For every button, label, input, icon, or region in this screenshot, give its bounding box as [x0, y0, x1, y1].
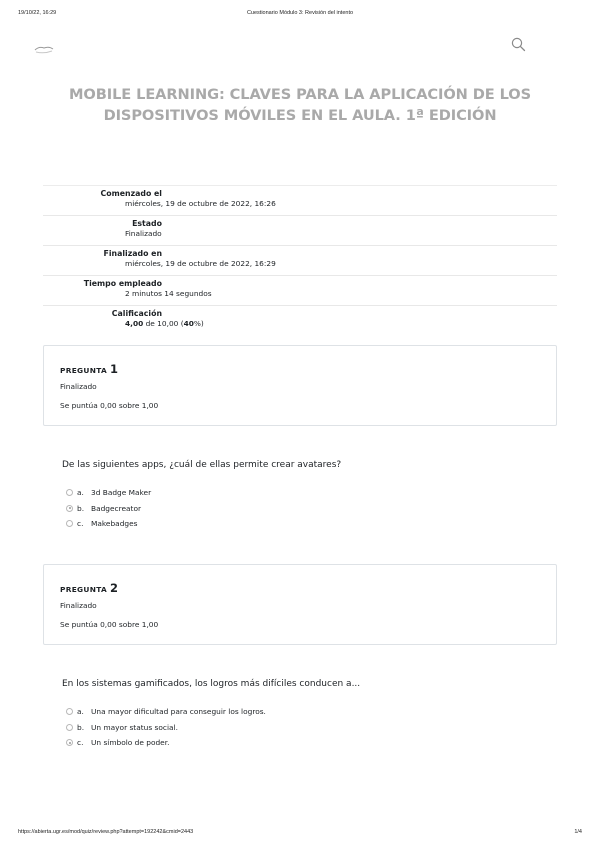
question-number	[60, 362, 118, 376]
grade-percent: 40	[183, 319, 194, 328]
question-2-text: En los sistemas gamificados, los logros más difíciles conducen a...	[62, 679, 361, 689]
print-page-title: Cuestionario Módulo 3: Revisión del intento	[246, 10, 354, 16]
grade-score: 4,00	[125, 319, 144, 328]
state-label: Estado	[132, 219, 162, 228]
grade-close: %)	[193, 319, 204, 328]
answer-letter: b.	[77, 722, 85, 732]
print-header	[18, 10, 582, 20]
answer-text: Un mayor status social.	[91, 722, 178, 732]
finished-value: miércoles, 19 de octubre de 2022, 16:29	[125, 259, 276, 268]
radio-button[interactable]	[66, 708, 73, 715]
started-value: miércoles, 19 de octubre de 2022, 16:26	[125, 199, 276, 208]
question-number-value: 2	[110, 581, 119, 595]
question-grade: Se puntúa 0,00 sobre 1,00	[60, 620, 159, 629]
time-value: 2 minutos 14 segundos	[125, 289, 212, 298]
print-footer	[18, 829, 582, 839]
finished-label: Finalizado en	[103, 249, 162, 258]
answer-text: Un símbolo de poder.	[91, 738, 170, 747]
grade-of: de 10,00 (	[143, 319, 184, 328]
question-label: PREGUNTA	[60, 366, 107, 375]
question-state: Finalizado	[60, 601, 97, 610]
summary-row-state	[43, 215, 557, 245]
question-1-info	[43, 345, 557, 426]
radio-button[interactable]	[66, 489, 73, 496]
answer-letter: b.	[77, 503, 85, 513]
question-2-info	[43, 564, 557, 645]
summary-row-grade	[43, 305, 557, 335]
answer-letter: a.	[77, 488, 84, 497]
answer-text: Una mayor dificultad para conseguir los logros.	[91, 707, 266, 716]
answer-text: Makebadges	[91, 519, 138, 528]
question-number	[60, 581, 118, 595]
print-page-number: 1/4	[574, 829, 582, 835]
grade-value	[125, 319, 204, 328]
answer-text: 3d Badge Maker	[91, 488, 152, 497]
grade-label: Calificación	[111, 309, 162, 318]
print-datetime: 19/10/22, 16:29	[18, 10, 57, 16]
answer-letter: a.	[77, 707, 84, 716]
question-label: PREGUNTA	[60, 585, 107, 594]
question-number-value: 1	[110, 362, 119, 376]
print-url: https://abierta.ugr.es/mod/quiz/review.php?attempt=192242&cmid=2443	[18, 829, 194, 835]
answer-letter: c.	[77, 738, 84, 747]
logo-icon[interactable]	[33, 40, 55, 52]
answer-letter: c.	[77, 519, 84, 528]
search-icon[interactable]	[511, 37, 526, 52]
question-1-text: De las siguientes apps, ¿cuál de ellas permite crear avatares?	[62, 460, 342, 470]
radio-button-selected[interactable]	[66, 739, 73, 746]
time-label: Tiempo empleado	[83, 279, 162, 288]
summary-row-finished	[43, 245, 557, 275]
question-grade: Se puntúa 0,00 sobre 1,00	[60, 401, 159, 410]
summary-row-time	[43, 275, 557, 305]
radio-button-selected[interactable]	[66, 505, 73, 512]
state-value: Finalizado	[125, 229, 162, 238]
attempt-summary-table	[43, 185, 557, 335]
answer-text: Badgecreator	[91, 503, 142, 513]
radio-button[interactable]	[66, 520, 73, 527]
question-state: Finalizado	[60, 382, 97, 391]
started-label: Comenzado el	[100, 189, 162, 198]
radio-button[interactable]	[66, 724, 73, 731]
summary-row-started	[43, 185, 557, 215]
course-title: MOBILE LEARNING: CLAVES PARA LA APLICACIÓN DE LOS DISPOSITIVOS MÓVILES EN EL AULA. 1ª EDICIÓN	[68, 86, 531, 124]
